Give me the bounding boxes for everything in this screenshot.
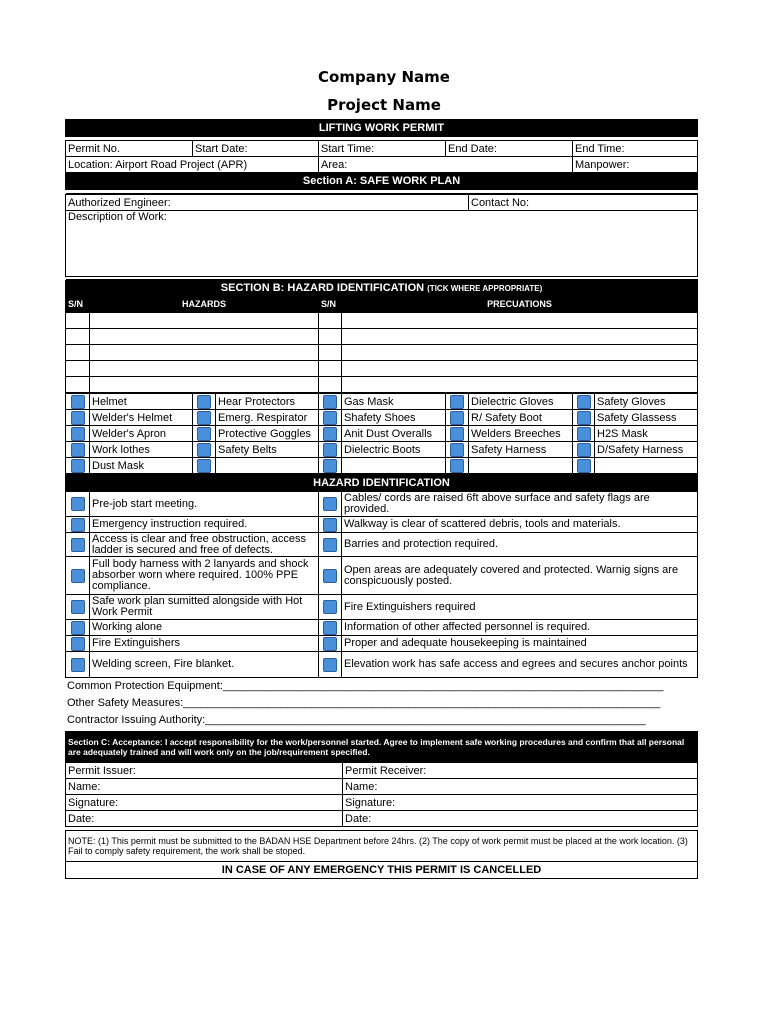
hazard-id-row [66,636,698,652]
checkbox[interactable] [323,658,337,672]
hazard-id-text: Elevation work has safe access and egrees and secures anchor points [342,652,698,678]
checkbox[interactable] [197,427,211,441]
note-text: NOTE: (1) This permit must be submitted to the BADAN HSE Department before 24hrs. (2) The copy of work permit must be placed at the work location. (3) Fail to comply safety requirement, the work shall be stoped. [66,831,698,862]
checkbox[interactable] [323,518,337,532]
ppe-label: Welders Breeches [469,426,573,442]
hazard-checkbox-cell [66,595,90,620]
ppe-checkbox-cell [446,442,469,458]
checkbox[interactable] [197,411,211,425]
ppe-checkbox-cell [319,410,342,426]
ppe-checkbox-cell [66,458,90,474]
ppe-checkbox-cell [319,458,342,474]
checkbox[interactable] [577,395,591,409]
checkbox[interactable] [450,395,464,409]
hazard-checkbox-cell [66,517,90,533]
checkbox[interactable] [197,395,211,409]
ppe-row [66,394,698,410]
description-field[interactable]: Description of Work: [66,211,698,277]
ppe-checkbox-cell [573,442,595,458]
ppe-row [66,410,698,426]
ppe-checkbox-cell [193,410,216,426]
ppe-label: Work lothes [90,442,193,458]
ppe-checkbox-cell [446,394,469,410]
section-a-title: Section A: SAFE WORK PLAN [66,173,698,190]
emergency-footer: IN CASE OF ANY EMERGENCY THIS PERMIT IS CANCELLED [66,862,698,879]
issuer-date-field[interactable]: Date: [66,811,343,827]
permit-info-table [65,119,698,194]
hazard-row[interactable] [66,361,90,377]
section-b-table [65,280,698,393]
section-c-acceptance: Section C: Acceptance: I accept responsibility for the work/personnel started. Agree to implement safe working procedures and confirm that all personal are adequately trained and will work only on the job/requirement specified. [66,732,698,763]
ppe-row [66,442,698,458]
ppe-table [65,393,698,474]
hazard-checkbox-cell [319,492,342,517]
hazard-checkbox-cell [319,652,342,678]
ppe-label: Welder's Helmet [90,410,193,426]
hazard-id-text: Welding screen, Fire blanket. [90,652,319,678]
checkbox[interactable] [71,518,85,532]
ppe-checkbox-cell [573,426,595,442]
checkbox[interactable] [577,443,591,457]
ppe-checkbox-cell [319,442,342,458]
col-precautions: PRECUATIONS [342,296,698,313]
hazard-checkbox-cell [66,557,90,595]
ppe-label: Safety Belts [216,442,319,458]
company-name: Company Name [318,68,450,86]
hazard-id-text: Open areas are adequately covered and protected. Warnig signs are conspicuously posted. [342,557,698,595]
checkbox[interactable] [323,637,337,651]
ppe-label [342,458,446,474]
ppe-label: R/ Safety Boot [469,410,573,426]
start-time-field[interactable]: Start Time: [319,141,446,157]
checkbox[interactable] [323,600,337,614]
checkbox[interactable] [323,443,337,457]
checkbox[interactable] [71,600,85,614]
hazard-checkbox-cell [319,533,342,557]
ppe-checkbox-cell [66,426,90,442]
project-name: Project Name [327,96,441,114]
area-field[interactable]: Area: [319,157,573,173]
ppe-label: Hear Protectors [216,394,319,410]
hazard-id-title: HAZARD IDENTIFICATION [66,475,698,492]
hazard-row[interactable] [66,377,90,393]
checkbox[interactable] [71,411,85,425]
ppe-checkbox-cell [319,426,342,442]
checkbox[interactable] [577,411,591,425]
receiver-date-field[interactable]: Date: [343,811,698,827]
end-date-field[interactable]: End Date: [446,141,573,157]
ppe-checkbox-cell [446,458,469,474]
ppe-label: Protective Goggles [216,426,319,442]
ppe-label: Dielectric Boots [342,442,446,458]
authorized-engineer-field[interactable]: Authorized Engineer: [66,195,469,211]
checkbox[interactable] [71,443,85,457]
ppe-checkbox-cell [193,458,216,474]
receiver-name-field[interactable]: Name: [343,779,698,795]
issuer-signature-field[interactable]: Signature: [66,795,343,811]
ppe-label: Dielectric Gloves [469,394,573,410]
hazard-id-text: Pre-job start meeting. [90,492,319,517]
permit-issuer-field[interactable]: Permit Issuer: [66,763,343,779]
checkbox[interactable] [323,459,337,473]
end-time-field[interactable]: End Time: [573,141,698,157]
ppe-row [66,458,698,474]
hazard-checkbox-cell [319,620,342,636]
checkbox[interactable] [323,411,337,425]
ppe-checkbox-cell [66,410,90,426]
hazard-id-text: Working alone [90,620,319,636]
ppe-checkbox-cell [446,426,469,442]
ppe-label: Dust Mask [90,458,193,474]
permit-receiver-field[interactable]: Permit Receiver: [343,763,698,779]
ppe-label: Safety Harness [469,442,573,458]
checkbox[interactable] [71,497,85,511]
hazard-identification-table [65,474,698,678]
ppe-row [66,426,698,442]
checkbox[interactable] [71,621,85,635]
section-a-table [65,194,698,280]
checkbox[interactable] [71,658,85,672]
ppe-checkbox-cell [193,394,216,410]
checkbox[interactable] [323,569,337,583]
hazard-checkbox-cell [319,595,342,620]
ppe-checkbox-cell [573,410,595,426]
location-field[interactable]: Location: Airport Road Project (APR) [66,157,319,173]
common-protection-line[interactable]: Common Protection Equipment:________________________________________________________________________ [67,680,664,692]
receiver-signature-field[interactable]: Signature: [343,795,698,811]
ppe-label [595,458,698,474]
hazard-checkbox-cell [66,636,90,652]
hazard-id-row [66,652,698,678]
checkbox[interactable] [577,459,591,473]
checkbox[interactable] [450,459,464,473]
hazard-id-row [66,517,698,533]
hazard-id-text: Full body harness with 2 lanyards and shock absorber worn where required. 100% PPE compliance. [90,557,319,595]
hazard-id-row [66,557,698,595]
ppe-label: D/Safety Harness [595,442,698,458]
checkbox[interactable] [71,538,85,552]
hazard-row[interactable] [66,313,90,329]
ppe-checkbox-cell [193,426,216,442]
ppe-checkbox-cell [319,394,342,410]
col-sn: S/N [66,296,90,313]
hazard-id-text: Cables/ cords are raised 6ft above surface and safety flags are provided. [342,492,698,517]
hazard-checkbox-cell [319,557,342,595]
contact-no-field[interactable]: Contact No: [469,195,698,211]
checkbox[interactable] [323,621,337,635]
checkbox[interactable] [71,427,85,441]
contractor-authority-line[interactable]: Contractor Issuing Authority:________________________________________________________________________ [67,713,646,726]
section-b-title: SECTION B: HAZARD IDENTIFICATION (TICK WHERE APPROPRIATE) [66,281,698,296]
ppe-label: Safety Gloves [595,394,698,410]
checkbox[interactable] [197,459,211,473]
hazard-checkbox-cell [66,620,90,636]
checkbox[interactable] [323,395,337,409]
checkbox[interactable] [450,427,464,441]
ppe-label: Safety Glassess [595,410,698,426]
hazard-row[interactable] [66,345,90,361]
checkbox[interactable] [71,459,85,473]
ppe-label [469,458,573,474]
hazard-id-text: Walkway is clear of scattered debris, tools and materials. [342,517,698,533]
hazard-checkbox-cell [66,652,90,678]
permit-title: LIFTING WORK PERMIT [66,120,698,137]
signoff-lines-table [65,678,697,728]
checkbox[interactable] [577,427,591,441]
hazard-checkbox-cell [319,636,342,652]
hazard-checkbox-cell [66,492,90,517]
ppe-checkbox-cell [66,394,90,410]
ppe-checkbox-cell [446,410,469,426]
checkbox[interactable] [450,443,464,457]
ppe-checkbox-cell [193,442,216,458]
ppe-label: Shafety Shoes [342,410,446,426]
hazard-id-text: Emergency instruction required. [90,517,319,533]
ppe-label: Helmet [90,394,193,410]
checkbox[interactable] [323,427,337,441]
hazard-checkbox-cell [66,533,90,557]
issuer-name-field[interactable]: Name: [66,779,343,795]
hazard-checkbox-cell [319,517,342,533]
hazard-id-text: Fire Extinguishers required [342,595,698,620]
ppe-label: Emerg. Respirator [216,410,319,426]
manpower-field[interactable]: Manpower: [573,157,698,173]
ppe-label: Welder's Apron [90,426,193,442]
hazard-id-text: Proper and adequate housekeeping is maintained [342,636,698,652]
checkbox[interactable] [71,395,85,409]
section-c-table [65,731,698,879]
ppe-label: H2S Mask [595,426,698,442]
checkbox[interactable] [323,538,337,552]
ppe-label [216,458,319,474]
hazard-id-row [66,492,698,517]
checkbox[interactable] [71,569,85,583]
hazard-id-text: Barries and protection required. [342,533,698,557]
hazard-id-text: Access is clear and free obstruction, access ladder is secured and free of defects. [90,533,319,557]
hazard-id-text: Information of other affected personnel is required. [342,620,698,636]
hazard-id-row [66,533,698,557]
col-sn-2: S/N [319,296,342,313]
other-safety-line[interactable]: Other Safety Measures:______________________________________________________________________________ [67,696,661,709]
checkbox[interactable] [71,637,85,651]
ppe-checkbox-cell [573,458,595,474]
permit-no-field[interactable]: Permit No. [66,141,193,157]
checkbox[interactable] [323,497,337,511]
permit-form [65,119,697,879]
hazard-row[interactable] [66,329,90,345]
ppe-label: Anit Dust Overalls [342,426,446,442]
ppe-checkbox-cell [66,442,90,458]
hazard-id-text: Safe work plan sumitted alongside with Hot Work Permit [90,595,319,620]
start-date-field[interactable]: Start Date: [193,141,319,157]
checkbox[interactable] [450,411,464,425]
checkbox[interactable] [197,443,211,457]
ppe-checkbox-cell [573,394,595,410]
col-hazards: HAZARDS [90,296,319,313]
hazard-id-text: Fire Extinguishers [90,636,319,652]
hazard-id-row [66,620,698,636]
hazard-id-row [66,595,698,620]
ppe-label: Gas Mask [342,394,446,410]
